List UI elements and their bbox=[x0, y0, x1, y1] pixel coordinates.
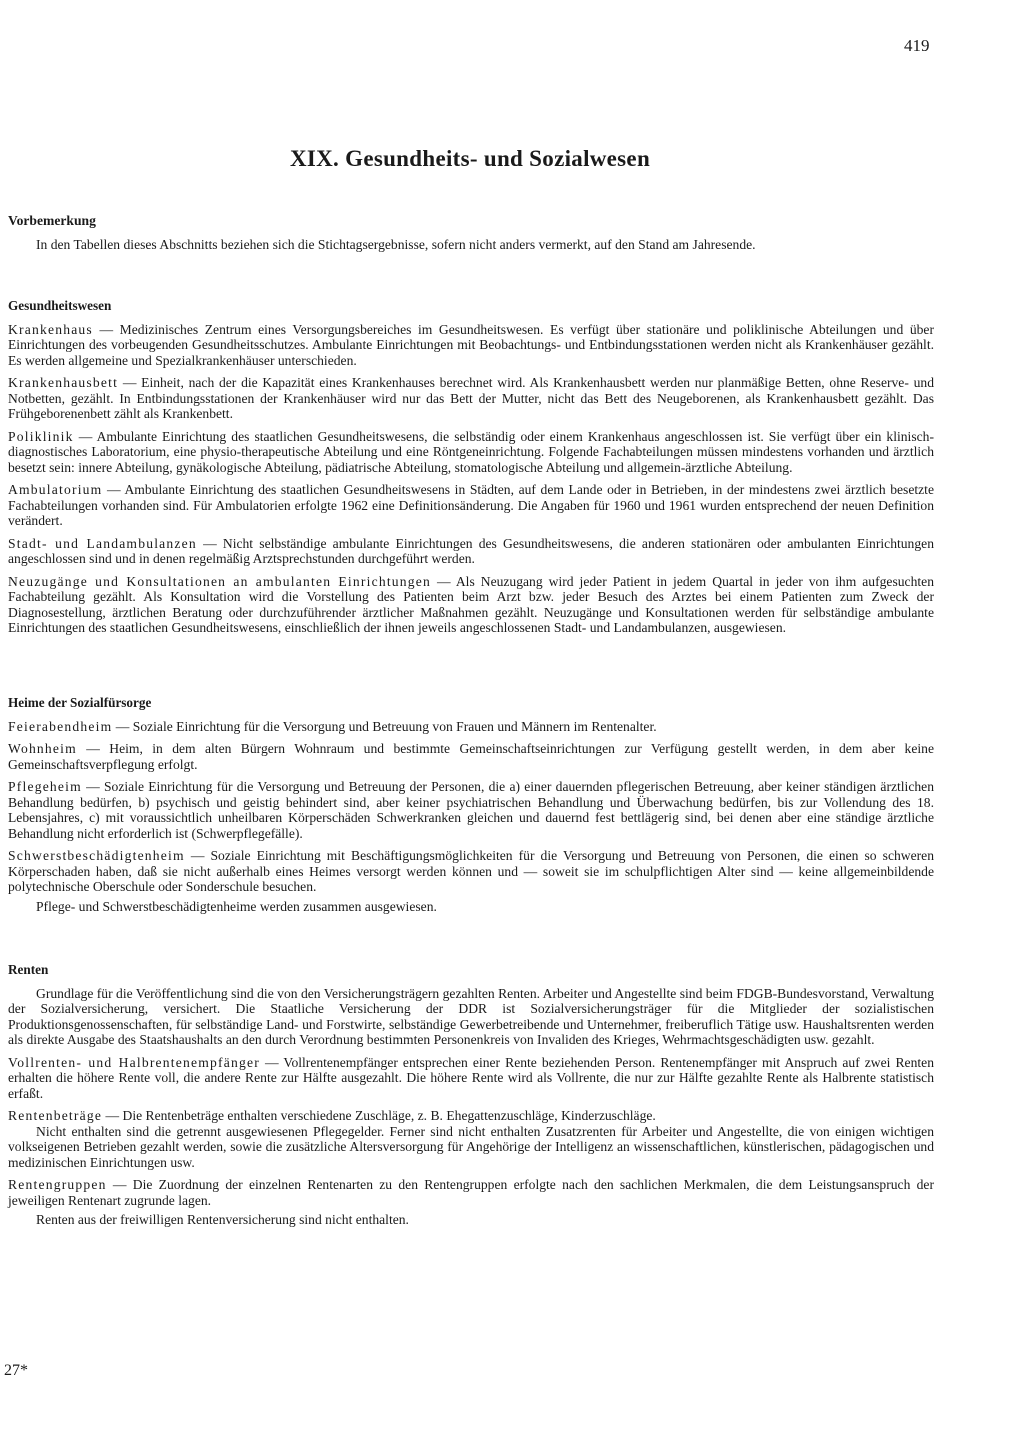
term: Rentenbeträge bbox=[8, 1108, 103, 1123]
definition-pflegeheim bbox=[8, 779, 934, 841]
definition-neuzugaenge bbox=[8, 574, 934, 636]
page-number: 419 bbox=[904, 36, 930, 55]
definition-text: — Einheit, nach der die Kapazität eines Krankenhauses berechnet wird. Als Krankenhausbett werden nur planmäßige Betten, ohne Reserve- und Notbetten, gezählt. In Entbindungsstationen der Krankenhäuser wird nur das Bett der Mutter, nicht das Bett des Neugeborenen, als Krankenhausbett gezählt. Das Frühgeborenenbett zählt als Krankenbett. bbox=[8, 375, 934, 421]
rentenbetraege-note: Nicht enthalten sind die getrennt ausgewiesenen Pflegegelder. Ferner sind nicht enthalten Zusatzrenten für Arbeiter und Angestellte, die von einigen wichtigen volkseigenen Betrieben gezahlt werden, sowie die zusätzliche Altersversorgung für Angehörige der Intelligenz an wissenschaftlichen, künstlerischen, pädagogischen und medizinischen Einrichtungen usw. bbox=[8, 1123, 934, 1170]
chapter-title: XIX. Gesundheits- und Sozialwesen bbox=[289, 146, 651, 171]
definition-rentengruppen bbox=[8, 1177, 934, 1208]
heime-section bbox=[8, 695, 934, 914]
definition-text: — Ambulante Einrichtung des staatlichen Gesundheitswesens, die selbständig oder einem Krankenhaus angeschlossen ist. Sie verfügt über ein klinisch-diagnostisches Laboratorium, eine physio-therapeutische Abteilung und eine Röntgeneinrichtung. Folgende Fachabteilungen müssen mindestens vorhanden und ärztlich besetzt sein: innere Abteilung, gynäkologische Abteilung, pädiatrische Abteilung, stomatologische Abteilung und allgemein-ärztliche Abteilung. bbox=[8, 428, 934, 475]
term: Poliklinik bbox=[8, 428, 74, 444]
definition-stadt-landambulanzen bbox=[8, 536, 934, 567]
definition-text: — Als Neuzugang wird jeder Patient in jedem Quartal in jeder von ihm aufgesuchten Fachabteilung gezählt. Als Konsultation wird die Vorstellung des Patienten beim Arzt bzw. jeder Besuch des Arztes bei einem Patienten zum Zweck der Diagnosestellung, ärztlichen Beratung oder durchzuführender ärztlicher Maßnahmen gezählt. Neuzugänge und Konsultationen werden für selbständige ambulante Einrichtungen des staatlichen Gesundheitswesens, einschließlich der ihnen jeweils angeschlossenen Stadt- und Landambulanzen, ausgewiesen. bbox=[8, 573, 934, 635]
vorbemerkung-section bbox=[8, 213, 934, 252]
heime-heading: Heime der Sozialfürsorge bbox=[8, 695, 152, 710]
definition-wohnheim bbox=[8, 741, 934, 772]
vorbemerkung-text: In den Tabellen dieses Abschnitts beziehen sich die Stichtagsergebnisse, sofern nicht anders vermerkt, auf den Stand am Jahresende. bbox=[36, 236, 756, 252]
gesundheitswesen-section bbox=[8, 298, 934, 636]
definition-feierabendheim bbox=[8, 719, 934, 735]
term: Krankenhausbett bbox=[8, 375, 119, 390]
renten-note: Renten aus der freiwilligen Rentenversicherung sind nicht enthalten. bbox=[36, 1212, 409, 1227]
definition-text: — Soziale Einrichtung mit Beschäftigungsmöglichkeiten für die Versorgung und Betreuung von Personen, die einen so schweren Körperschaden haben, daß sie nicht außerhalb eines Heimes versorgt werden können und — soweit sie im schulpflichtigen Alter sind — keine allgemeinbildende polytechnische Oberschule oder Sonderschule besuchen. bbox=[8, 848, 934, 894]
definition-schwerstbeschaedigtenheim bbox=[8, 848, 934, 895]
term: Feierabendheim bbox=[8, 718, 113, 734]
term: Vollrenten- und Halbrentenempfänger bbox=[8, 1054, 260, 1070]
definition-krankenhaus bbox=[8, 322, 934, 369]
heime-note: Pflege- und Schwerstbeschädigtenheime werden zusammen ausgewiesen. bbox=[36, 898, 437, 914]
term: Schwerstbeschädigtenheim bbox=[8, 848, 185, 863]
definition-vollrenten bbox=[8, 1055, 934, 1102]
term: Pflegeheim bbox=[8, 779, 82, 794]
definition-text: — Heim, in dem alten Bürgern Wohnraum und bestimmte Gemeinschaftseinrichtungen zur Verfügung gestellt werden, in dem aber keine Gemeinschaftsverpflegung erfolgt. bbox=[8, 741, 934, 772]
footer-marker: 27* bbox=[4, 1362, 28, 1379]
gesundheitswesen-heading: Gesundheitswesen bbox=[8, 298, 112, 313]
renten-intro: Grundlage für die Veröffentlichung sind die von den Versicherungsträgern gezahlten Renten. Arbeiter und Angestellte sind beim FDGB-Bundesvorstand, Verwaltung der Sozialversicherung, versichert. Die Staatliche Versicherung der DDR ist Sozialversicherungsträger für die Mitglieder der sozialistischen Produktionsgenossenschaften, für selbständige Land- und Forstwirte, selbständige Gewerbetreibende und Unternehmer, freiberuflich Tätige usw. Haushaltsrenten werden als direkte Ausgabe des Staatshaushalts an den durch Verordnung bestimmten Personenkreis von Invaliden des Krieges, Wehrmachtsgeschädigten usw. gezahlt. bbox=[8, 985, 934, 1047]
term: Krankenhaus bbox=[8, 321, 93, 337]
definition-poliklinik bbox=[8, 429, 934, 476]
definition-text: — Soziale Einrichtung für die Versorgung und Betreuung von Frauen und Männern im Rentenalter. bbox=[112, 718, 657, 734]
term: Stadt- und Landambulanzen bbox=[8, 535, 197, 551]
definition-text: — Soziale Einrichtung für die Versorgung und Betreuung der Personen, die a) einer dauernden pflegerischen Betreuung, aber keiner ständigen ärztlichen Behandlung bedürfen, b) psychisch und geistig behindert sind, aber keiner psychiatrischen Behandlung und Überwachung bedürfen, bis zur Vollendung des 18. Lebensjahres, c) mit voraussichtlich unheilbaren Körperschäden Schwerkranken gleichen und dauernd fest bettlägerig sind, bei denen aber eine ständige ärztliche Behandlung nicht erforderlich ist (Schwerpflegefälle). bbox=[8, 779, 934, 841]
definition-ambulatorium bbox=[8, 482, 934, 529]
term: Rentengruppen bbox=[8, 1177, 107, 1192]
definition-text: — Nicht selbständige ambulante Einrichtungen des Gesundheitswesens, die anderen stationären oder ambulanten Einrichtungen angeschlossen sind und in denen regelmäßig Arztsprechstunden durchgeführt werden. bbox=[8, 535, 934, 566]
definition-krankenhausbett bbox=[8, 375, 934, 422]
definition-text: — Medizinisches Zentrum eines Versorgungsbereiches im Gesundheitswesen. Es verfügt über stationäre und poliklinische Abteilungen und über Einrichtungen des vorbeugenden Gesundheitsschutzes. Ambulante Einrichtungen mit Beobachtungs- und Entbindungsstationen werden nicht als Krankenhäuser gezählt. Es werden allgemeine und Spezialkrankenhäuser unterschieden. bbox=[8, 321, 934, 368]
definition-text: — Ambulante Einrichtung des staatlichen Gesundheitswesens in Städten, auf dem Lande oder in Betrieben, in der mindestens zwei ärztlich besetzte Fachabteilungen vorhanden sind. Für Ambulatorien erfolgte 1962 eine Definitionsänderung. Die Angaben für 1960 und 1961 wurden entsprechend der neuen Definition verändert. bbox=[8, 482, 934, 528]
definition-text: — Vollrentenempfänger entsprechen einer Rente beziehenden Person. Rentenempfänger mit Anspruch auf zwei Renten erhalten die höhere Rente voll, die andere Rente zur Hälfte ausgezahlt. Die höhere Rente wird als Vollrente, die nur zur Hälfte gezahlte Rente als Halbrente statistisch erfaßt. bbox=[8, 1054, 934, 1101]
renten-heading: Renten bbox=[8, 962, 49, 977]
renten-section bbox=[8, 962, 934, 1228]
definition-rentenbetraege bbox=[8, 1108, 934, 1124]
definition-text: — Die Rentenbeträge enthalten verschiedene Zuschläge, z. B. Ehegattenzuschläge, Kinderzuschläge. bbox=[102, 1108, 656, 1123]
term: Neuzugänge und Konsultationen an ambulanten Einrichtungen bbox=[8, 573, 432, 589]
definition-text: — Die Zuordnung der einzelnen Rentenarten zu den Rentengruppen erfolgte nach den sachlichen Merkmalen, die dem Leistungsanspruch der jeweiligen Rentenart zugrunde lagen. bbox=[8, 1177, 934, 1208]
term: Wohnheim bbox=[8, 741, 77, 756]
vorbemerkung-heading: Vorbemerkung bbox=[8, 213, 96, 228]
term: Ambulatorium bbox=[8, 482, 103, 497]
